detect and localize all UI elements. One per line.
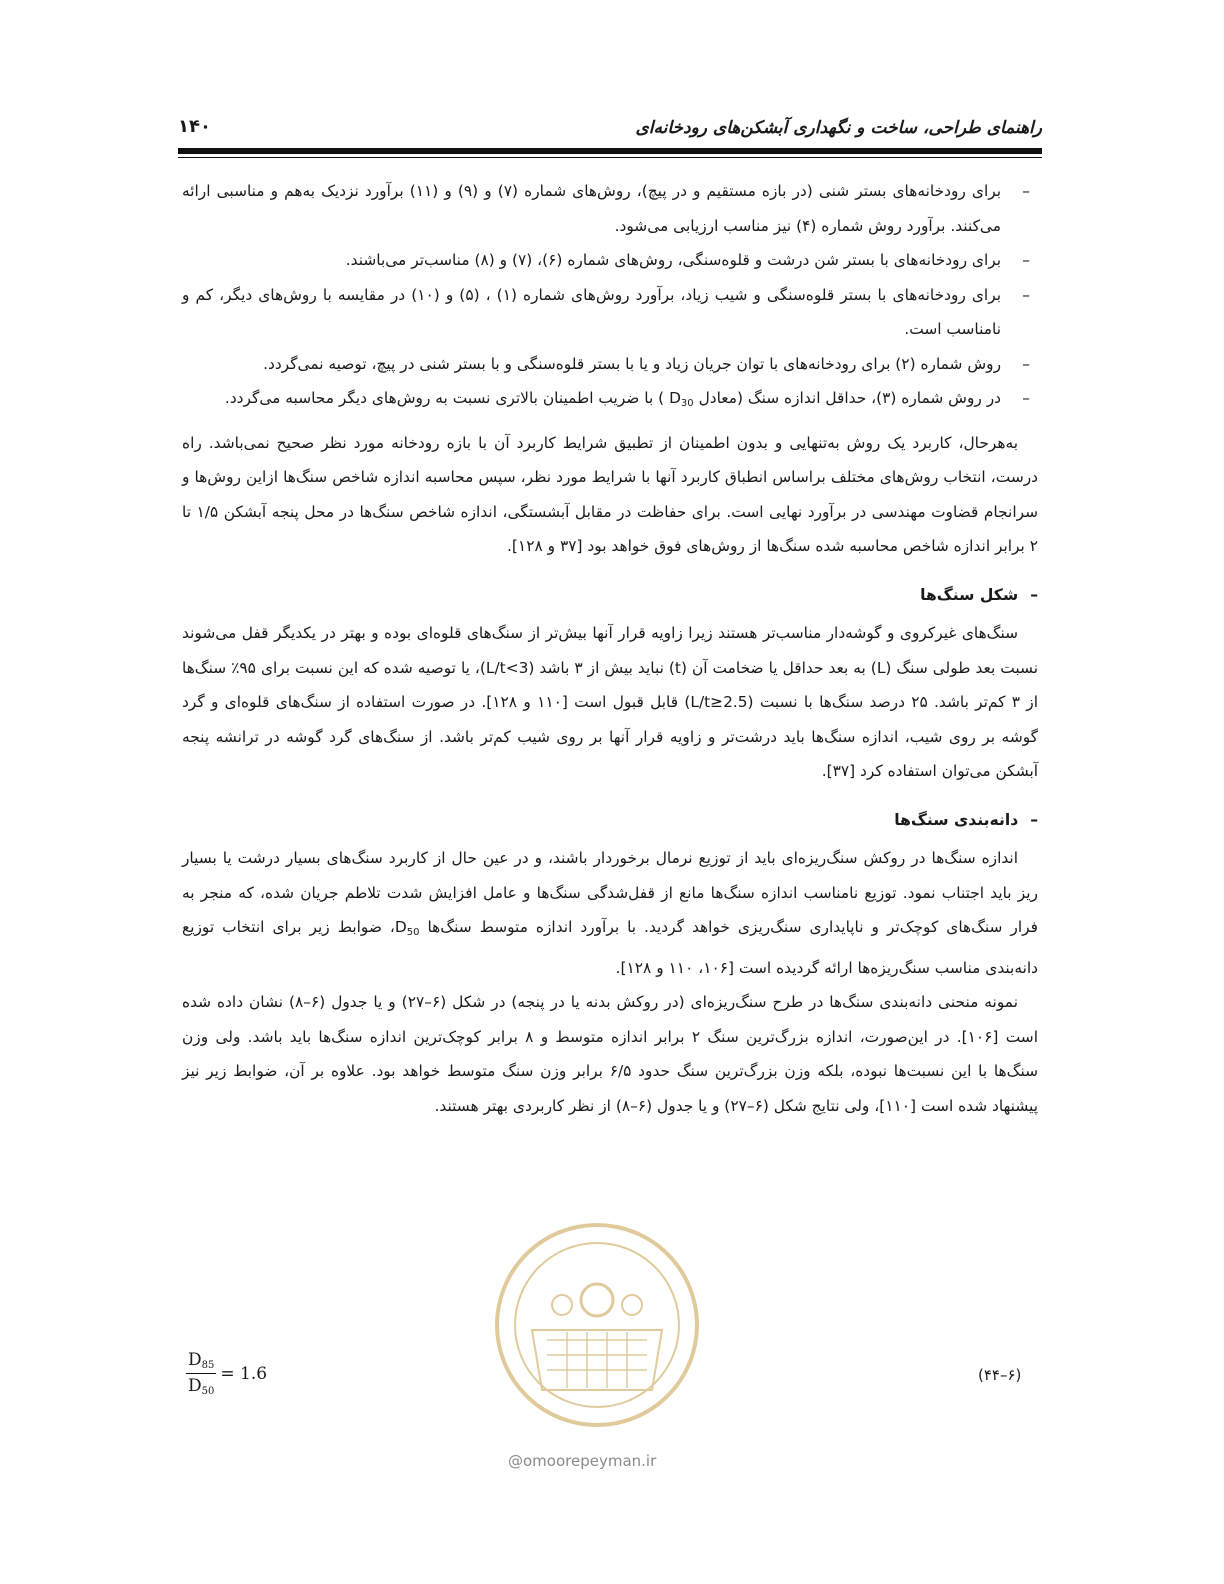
- paragraph-gradation: اندازه سنگ‌ها در روکش سنگ‌ریزه‌ای باید از توزیع نرمال برخوردار باشند، و در عین حال از کاربرد سنگ‌های بسیار درشت یا بسیار ریز باید اجتناب نمود. توزیع نامناسب اندازه سنگ‌ها مانع از قفل‌شدگی سنگ‌ها و عامل افزایش شدت تلاطم جریان شده، که منجر به فرار سنگ‌های کوچک‌تر و ناپایداری سنگ‌ریزی خواهد گردید. با برآورد اندازه متوسط سنگ‌ها $D_{50}،$ ضوابط زیر برای انتخاب توزیع دانه‌بندی مناسب سنگ‌ریزه‌ها ارائه گردیده است [۱۰۶، ۱۱۰ و ۱۲۸].: [182, 849, 1038, 977]
- bullet-list: [182, 174, 1038, 422]
- running-header: [178, 118, 1042, 144]
- equation-denominator: $D_{50}$: [188, 1376, 215, 1397]
- dash-bullet: –: [1022, 285, 1030, 304]
- equation-number: (۶–۴۴): [978, 1366, 1022, 1384]
- bullet-item: – برای رودخانه‌های بستر شنی (در بازه مستقیم و در پیچ)، روش‌های شماره (۷) و (۹) و (۱۱) برآورد نزدیک به‌هم و مناسبی ارائه می‌کنند. برآورد روش شماره (۴) نیز مناسب ارزیابی می‌شود.: [182, 174, 1038, 243]
- bullet-item: – برای رودخانه‌های با بستر قلوه‌سنگی و شیب زیاد، برآورد روش‌های شماره (۱) ، (۵) و (۱۰) در مقایسه با روش‌های دیگر، کم و نامناسب است.: [182, 278, 1038, 347]
- header-rule-thin: [178, 157, 1042, 158]
- equation-rhs: = 1.6: [220, 1363, 268, 1384]
- dash-bullet: –: [1022, 389, 1030, 407]
- bullet-item: – در روش شماره (۳)، حداقل اندازه سنگ (معادل $D_{30}$ ) با ضریب اطمینان بالاتری نسبت به روش‌های دیگر محاسبه می‌گردد.: [182, 381, 1038, 422]
- watermark-seal-icon: [492, 1220, 702, 1430]
- watermark-url: @omoorepeyman.ir: [508, 1452, 657, 1470]
- bullet-item: – برای رودخانه‌های با بستر شن درشت و قلوه‌سنگی، روش‌های شماره (۶)، (۷) و (۸) مناسب‌تر می‌باشند.: [182, 243, 1038, 278]
- bullet-item: – روش شماره (۲) برای رودخانه‌های با توان جریان زیاد و یا با بستر قلوه‌سنگی و با بستر شنی در پیچ، توصیه نمی‌گردد.: [182, 347, 1038, 382]
- dash-bullet: –: [1022, 182, 1030, 200]
- paragraph-stone-shape: سنگ‌های غیرکروی و گوشه‌دار مناسب‌تر هستند زیرا زاویه قرار آنها بیش‌تر از سنگ‌های قلوه‌ای بوده و بهتر در یکدیگر قفل می‌شوند نسبت بعد طولی سنگ (L) به بعد حداقل یا ضخامت آن (t) نباید بیش از ۳ باشد (L/t<3)، یا توصیه شده که این نسبت برای ۹۵٪ سنگ‌ها از ۳ کم‌تر باشد. ۲۵ درصد سنگ‌ها با نسبت (L/t≥2.5) قابل قبول است [۱۱۰ و ۱۲۸]. در صورت استفاده از سنگ‌های قلوه‌ای و گرد گوشه بر روی شیب، اندازه سنگ‌ها باید درشت‌تر و زاویه قرار آنها بر روی شیب کم‌تر باشد. از سنگ‌های گرد گوشه در ترانشه پنجه آبشکن می‌توان استفاده کرد [۳۷].: [182, 624, 1039, 780]
- d30-symbol: $D_{30}$: [669, 389, 694, 409]
- d50-symbol: $D_{50}$: [394, 918, 420, 938]
- equation-fraction: [186, 1350, 216, 1397]
- equation: [186, 1350, 267, 1397]
- section-heading-stone-shape: –شکل سنگ‌ها: [920, 585, 1038, 604]
- dash-bullet: –: [1022, 251, 1030, 269]
- equation-numerator: $D_{85}$: [186, 1350, 216, 1374]
- header-rule-thick: [178, 148, 1042, 154]
- body-text: [182, 174, 1038, 1123]
- paragraph-method-selection: به‌هرحال، کاربرد یک روش به‌تنهایی و بدون اطمینان از تطبیق شرایط کاربرد آن با بازه رودخانه مورد نظر صحیح نمی‌باشد. راه درست، انتخاب روش‌های مختلف براساس انطباق کاربرد آنها با شرایط مورد نظر، سپس محاسبه اندازه شاخص سنگ‌ها ازاین روش‌ها و سرانجام قضاوت مهندسی در برآورد نهایی است. برای حفاظت در مقابل آبشستگی، اندازه شاخص سنگ‌ها در محل پنجه آبشکن ۱/۵ تا ۲ برابر اندازه شاخص محاسبه شده سنگ‌ها از روش‌های فوق خواهد بود [۳۷ و ۱۲۸].: [182, 433, 1038, 555]
- header-title: راهنمای طراحی، ساخت و نگهداری آبشکن‌های رودخانه‌ای: [635, 118, 1042, 138]
- paragraph-gradation-curve: نمونه منحنی دانه‌بندی سنگ‌ها در طرح سنگ‌ریزه‌ای (در روکش بدنه یا در پنجه) در شکل (۶–۲۷) و یا جدول (۶–۸) نشان داده شده است [۱۰۶]. در این‌صورت، اندازه بزرگ‌ترین سنگ ۲ برابر اندازه متوسط و ۸ برابر کوچک‌ترین اندازه سنگ‌ها باید باشد. ولی وزن سنگ‌ها با این نسبت‌ها نبوده، بلکه وزن بزرگ‌ترین سنگ حدود ۶/۵ برابر وزن سنگ متوسط خواهد بود. علاوه بر آن، ضوابط زیر نیز پیشنهاد شده است [۱۱۰]، ولی نتایج شکل (۶–۲۷) و یا جدول (۶–۸) از نظر کاربردی بهتر هستند.: [182, 993, 1038, 1115]
- section-heading-gradation: –دانه‌بندی سنگ‌ها: [894, 810, 1038, 829]
- page-number: ۱۴۰: [178, 116, 211, 137]
- dash-bullet: –: [1022, 354, 1030, 373]
